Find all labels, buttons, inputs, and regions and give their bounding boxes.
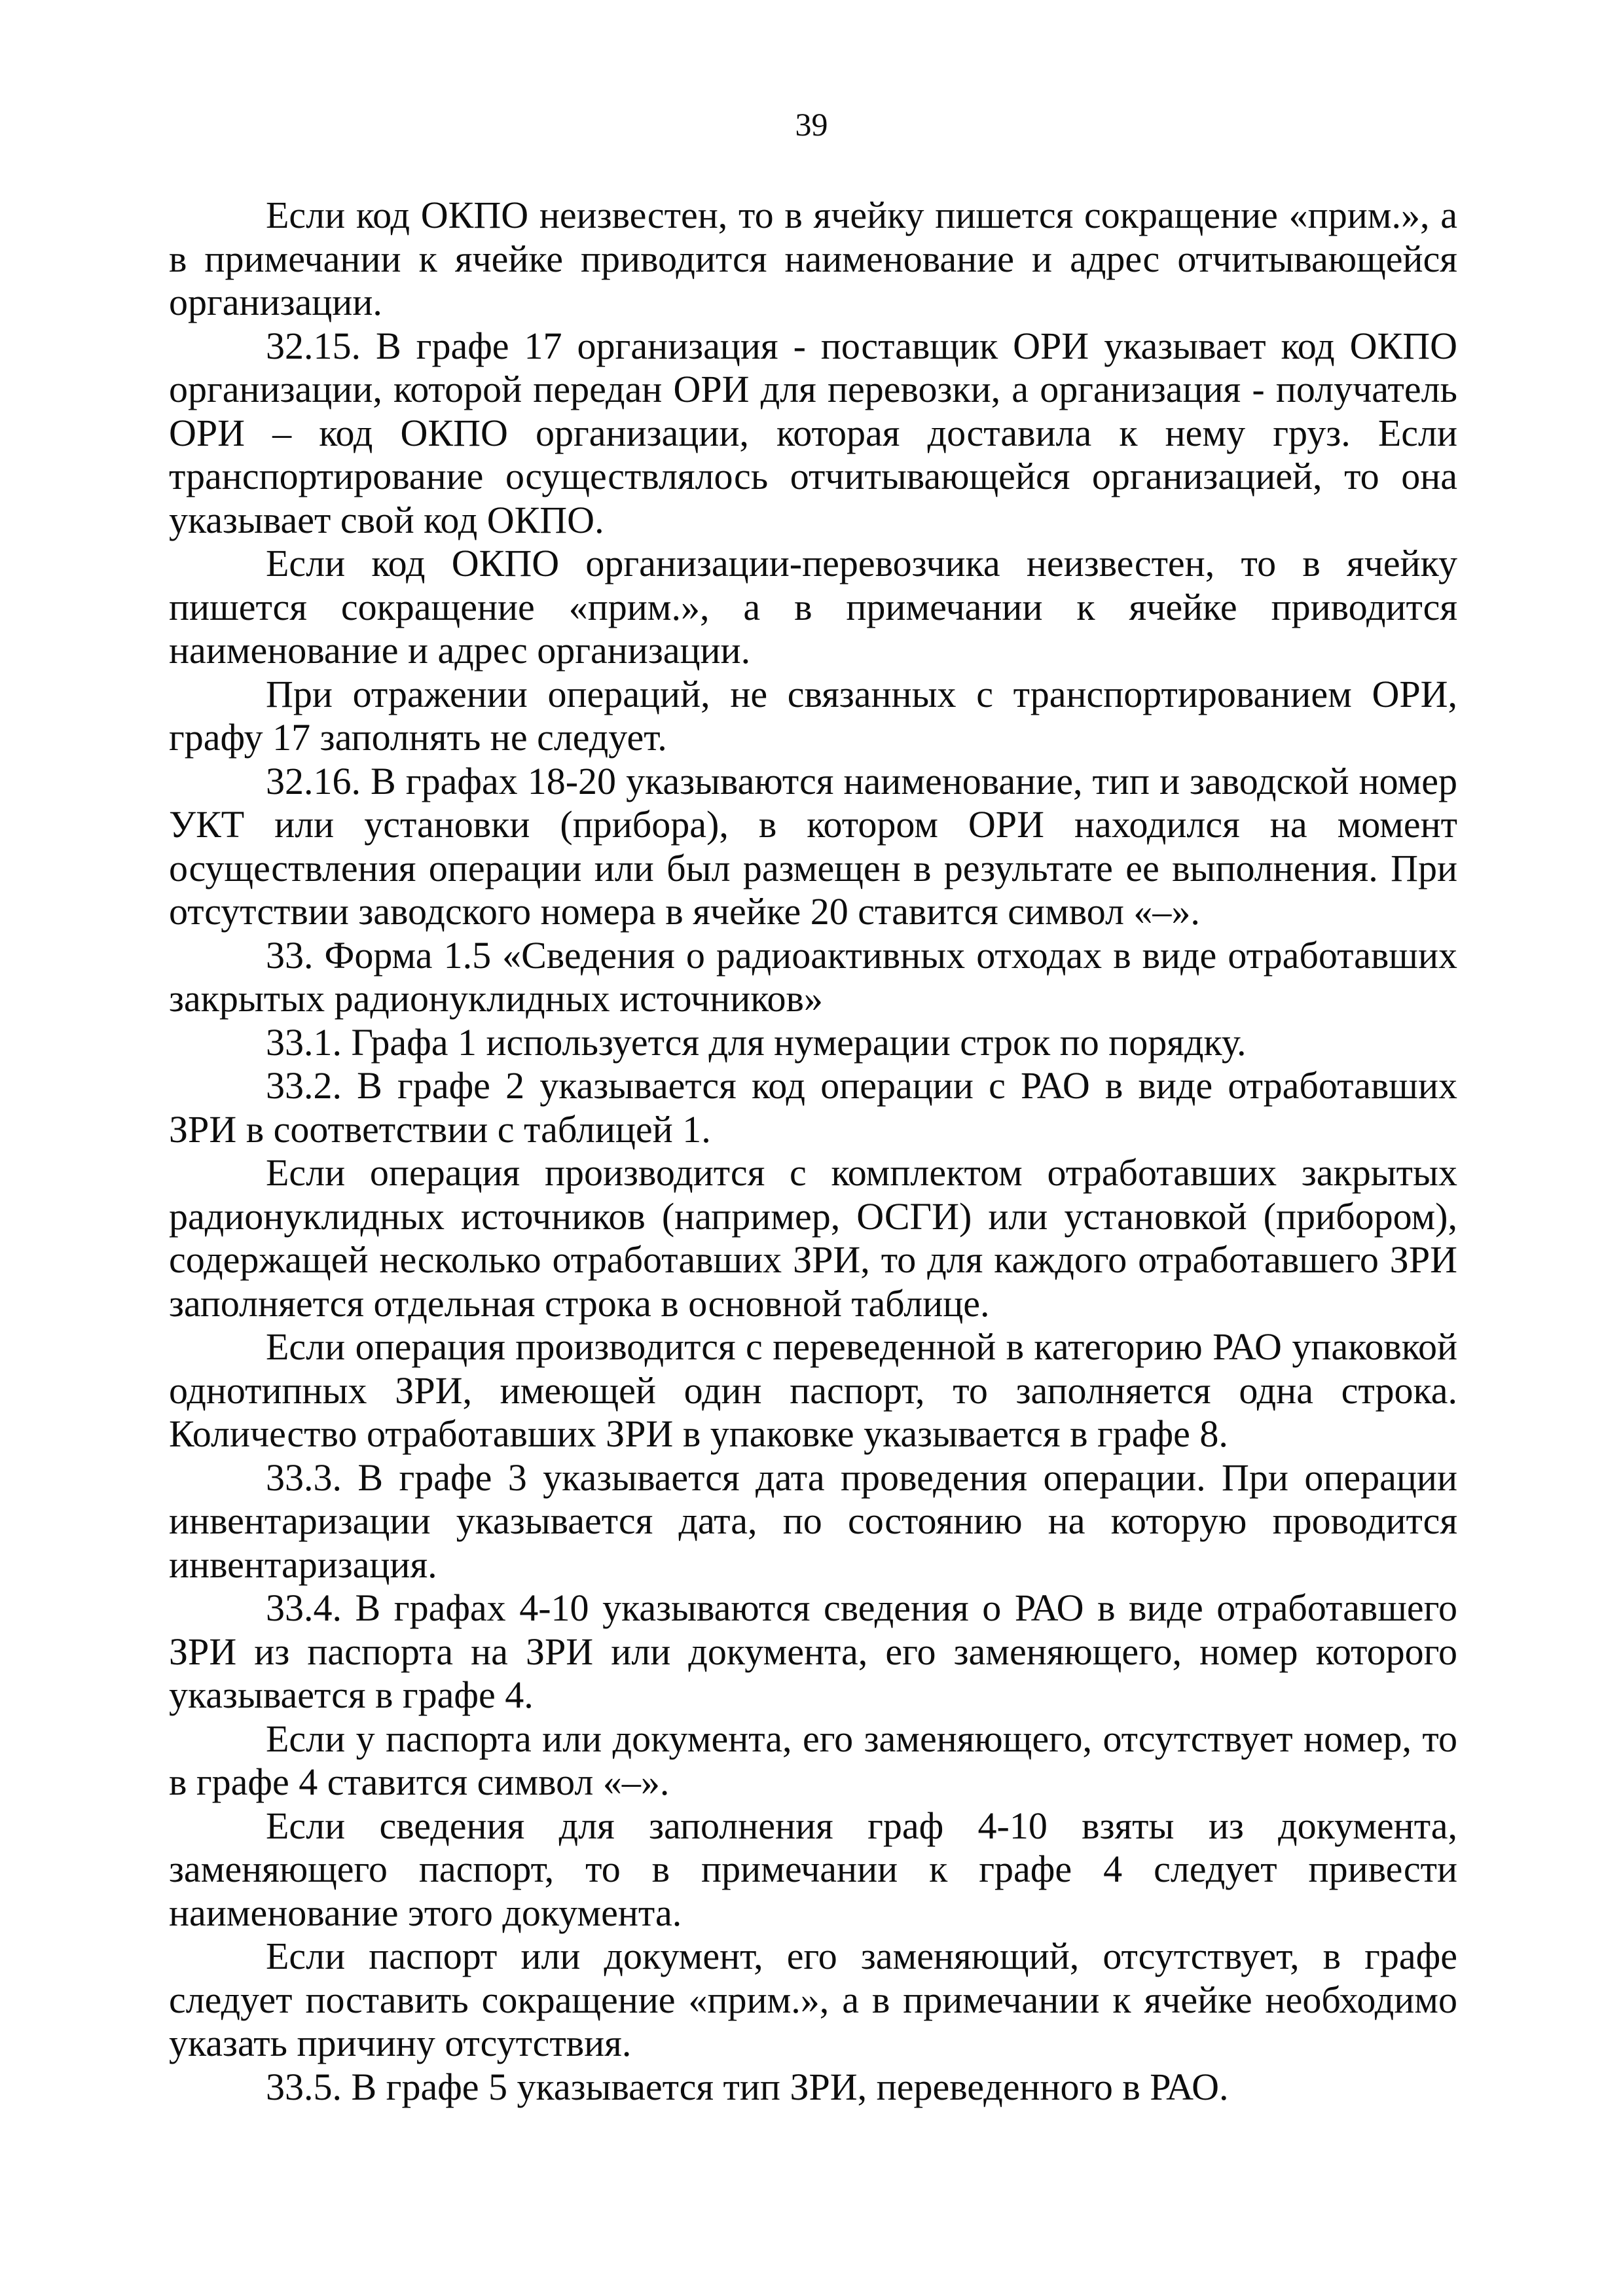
section-heading: 33. Форма 1.5 «Сведения о радиоактивных отходах в виде отработавших закрытых радионуклидных источников» [169, 933, 1457, 1020]
body-text [169, 194, 1457, 2109]
paragraph: 33.1. Графа 1 используется для нумерации строк по порядку. [266, 1020, 1247, 1064]
paragraph: Если операция производится с переведенной в категорию РАО упаковкой однотипных ЗРИ, имеющей один паспорт, то заполняется одна строка. Количество отработавших ЗРИ в упаковке указывается в графе 8. [169, 1325, 1457, 1455]
paragraph: 33.2. В графе 2 указывается код операции с РАО в виде отработавших ЗРИ в соответствии с таблицей 1. [169, 1064, 1457, 1151]
paragraph: 33.4. В графах 4-10 указываются сведения о РАО в виде отработавшего ЗРИ из паспорта на ЗРИ или документа, его заменяющего, номер которого указывается в графе 4. [169, 1587, 1457, 1716]
paragraph: 32.15. В графе 17 организация - поставщик ОРИ указывает код ОКПО организации, которой передан ОРИ для перевозки, а организация - получатель ОРИ – код ОКПО организации, которая доставила к нему груз. Если транспортирование осуществлялось отчитывающейся организацией, то она указывает свой код ОКПО. [169, 324, 1457, 541]
paragraph: 33.3. В графе 3 указывается дата проведения операции. При операции инвентаризации указывается дата, по состоянию на которую проводится инвентаризация. [169, 1456, 1457, 1586]
paragraph: Если сведения для заполнения граф 4-10 взяты из документа, заменяющего паспорт, то в примечании к графе 4 следует привести наименование этого документа. [169, 1804, 1457, 1934]
paragraph: Если код ОКПО неизвестен, то в ячейку пишется сокращение «прим.», а в примечании к ячейке приводится наименование и адрес отчитывающейся организации. [169, 194, 1457, 323]
paragraph: 33.5. В графе 5 указывается тип ЗРИ, переведенного в РАО. [266, 2065, 1229, 2108]
paragraph: Если у паспорта или документа, его заменяющего, отсутствует номер, то в графе 4 ставится символ «–». [169, 1717, 1457, 1803]
paragraph: 32.16. В графах 18-20 указываются наименование, тип и заводской номер УКТ или установки (прибора), в котором ОРИ находился на момент осуществления операции или был размещен в результате ее выполнения. При отсутствии заводского номера в ячейке 20 ставится символ «–». [169, 759, 1457, 933]
paragraph: Если код ОКПО организации-перевозчика неизвестен, то в ячейку пишется сокращение «прим.», а в примечании к ячейке приводится наименование и адрес организации. [169, 542, 1457, 672]
paragraph: При отражении операций, не связанных с транспортированием ОРИ, графу 17 заполнять не следует. [169, 672, 1457, 759]
paragraph: Если операция производится с комплектом отработавших закрытых радионуклидных источников (например, ОСГИ) или установкой (прибором), содержащей несколько отработавших ЗРИ, то для каждого отработавшего ЗРИ заполняется отдельная строка в основной таблице. [169, 1151, 1457, 1325]
page-number: 39 [795, 106, 828, 143]
paragraph: Если паспорт или документ, его заменяющий, отсутствует, в графе следует поставить сокращение «прим.», а в примечании к ячейке необходимо указать причину отсутствия. [169, 1935, 1457, 2064]
